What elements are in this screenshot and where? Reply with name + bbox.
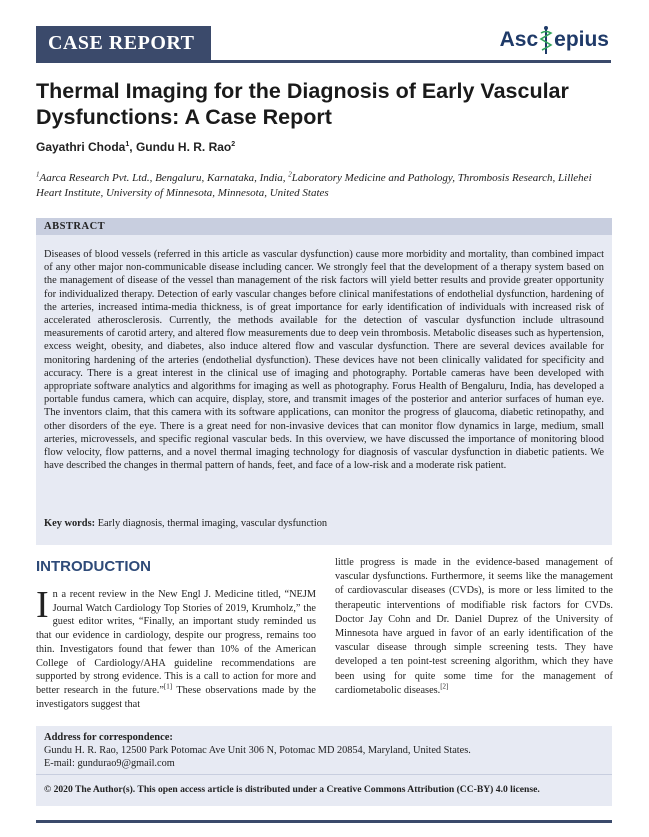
abstract-heading: ABSTRACT [36, 218, 612, 235]
abstract-section [36, 218, 612, 545]
correspondence-box [36, 726, 612, 806]
case-report-banner [36, 26, 211, 60]
author-2-affil: 2 [231, 141, 236, 148]
author-2: Gundu H. R. Rao [135, 140, 232, 154]
intro-left-text: n a recent review in the New Engl J. Medicine titled, “NEJM Journal Watch Cardiology Top Stories of 2019, Krumholz,” the guest editor writes, “Finally, an important study reminded us that our evidence in cardiology, despite our progress, remains too thin. Investigators found that fewer than 10% of the American College of Cardiology/AHA guideline recommendations are supported by strong evidence. This is a call to action for more and better research in the future.” [36, 589, 316, 696]
keywords [44, 518, 327, 529]
correspondence-divider [36, 774, 612, 775]
caduceus-icon [539, 25, 553, 55]
introduction-left-column [36, 584, 316, 711]
keywords-label: Key words: [44, 518, 96, 529]
logo-text-right: epius [554, 28, 609, 51]
affil-1-marker: 1 [36, 170, 40, 179]
affiliations [36, 171, 611, 200]
publisher-logo[interactable] [500, 20, 609, 60]
citation-1[interactable]: [1] [163, 682, 173, 691]
affil-2: Laboratory Medicine and Pathology, Thrombosis Research, Lillehei Heart Institute, University of Minnesota, Minnesota, United States [36, 172, 592, 199]
correspondence-heading: Address for correspondence: [44, 732, 173, 743]
author-list [36, 140, 235, 154]
author-1-affil: 1 [125, 141, 130, 148]
banner-label: CASE REPORT [48, 31, 195, 54]
intro-left-text-2: These observations made by the investigators suggest that [36, 684, 316, 710]
author-separator: , [129, 140, 136, 154]
footer-rule [36, 820, 612, 823]
affil-1: Aarca Research Pvt. Ltd., Bengaluru, Karnataka, India, [39, 172, 289, 184]
citation-2[interactable]: [2] [440, 682, 449, 691]
author-1: Gayathri Choda [36, 140, 126, 154]
logo-text-left: Asc [499, 28, 539, 51]
correspondence-email[interactable]: E-mail: gundurao9@gmail.com [44, 758, 175, 769]
drop-cap: I [36, 584, 49, 626]
abstract-text: Diseases of blood vessels (referred in this article as vascular dysfunction) cause more morbidity and mortality, than combined impact of any other major non-communicable disease including cancer. We strongly feel that the development of a therapy system based on the management of disease of the vessel than management of the risk factors will yield better results and provide greater opportunity for individualized therapy. Detection of early vascular changes before clinical manifestations of endothelial dysfunction, hardening of the arteries, increased intima-media thickness, is of great importance for early identification of individuals with increased risk of accelerated atherosclerosis. Currently, the methods available for the detection of vascular dysfunction include ultrasound measurements of carotid artery, and altered flow measurements due to deep vein thrombosis. Metabolic diseases such as hypertension, excess weight, obesity, and diabetes, also induce altered flow and vascular dysfunction. There are several devices available for monitoring hardening of the arteries (endothelial dysfunction). These devices have not been clinically validated for specificity and accuracy. There is a great interest in the clinical use of imaging and photography. Portable cameras have been developed with appropriate software analytics and algorithms for imaging as well as photography. Forus Health of Bengaluru, India, has developed a portable fundus camera, which can acquire, display, store, and transmit images of the posterior and anterior surfaces of human eye. The inventors claim, that this camera with its software applications, can monitor the progress of glaucoma, diabetic retinopathy, and other disorders of the eye. There is a great need for non-invasive devices that can monitor flow dynamics in large, medium, small arteries, microvessels, and specific regional vascular beds. In this overview, we have discussed the importance of monitoring blood flow velocity, flow patterns, and a novel thermal imaging technology for diagnosis of vascular dysfunction in diabetic patients. We have described the changes in thermal pattern of hands, feet, and face of a low-risk and a moderate risk patient. [44, 249, 604, 472]
introduction-heading: INTRODUCTION [36, 558, 151, 575]
correspondence-address: Gundu H. R. Rao, 12500 Park Potomac Ave Unit 306 N, Potomac MD 20854, Maryland, United States. [44, 745, 471, 756]
affil-2-marker: 2 [288, 170, 292, 179]
keywords-list: Early diagnosis, thermal imaging, vascular dysfunction [95, 518, 328, 529]
intro-right-text: little progress is made in the evidence-based management of vascular dysfunctions. Furthermore, it seems like the management of cardiovascular diseases (CVDs), is more or less limited to the therapeutic interventions of modifiable risk factors for CVDs. Doctor Jay Cohn and Dr. Daniel Duprez of the University of Minnesota have argued in favor of an early identification of the vascular disease through simple screening tests. They have developed a ten point-test screening algorithm, which they have been using for quite some time for the management of cardiometabolic diseases. [335, 557, 613, 696]
introduction-right-column [335, 556, 613, 698]
license-notice: © 2020 The Author(s). This open access article is distributed under a Creative Commons Attribution (CC-BY) 4.0 license. [44, 784, 540, 795]
article-title: Thermal Imaging for the Diagnosis of Early Vascular Dysfunctions: A Case Report [36, 79, 569, 129]
banner-rule [36, 60, 611, 63]
